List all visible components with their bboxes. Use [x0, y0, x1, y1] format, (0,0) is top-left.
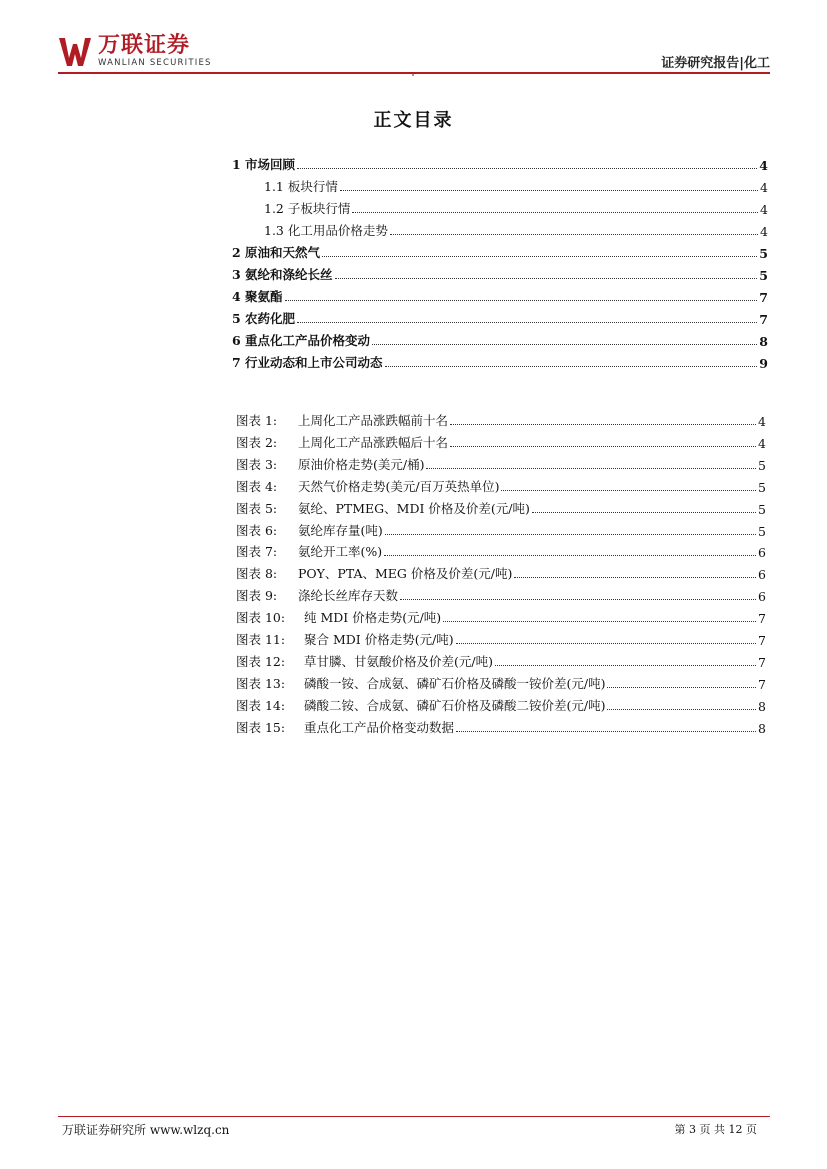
toc-entry[interactable]: [232, 331, 768, 349]
figure-title: 聚合 MDI 价格走势(元/吨): [304, 632, 454, 647]
figure-entry[interactable]: [236, 433, 766, 451]
toc-entry-label: 2 原油和天然气: [232, 245, 321, 260]
figure-leader-dots: [426, 468, 756, 469]
toc-leader-dots: [340, 190, 758, 191]
figure-page: 5: [758, 501, 766, 517]
figure-title: 纯 MDI 价格走势(元/吨): [304, 610, 442, 626]
toc-entry-page: 7: [759, 290, 768, 305]
toc-entry-page: 5: [759, 268, 768, 283]
toc-entry[interactable]: [232, 287, 768, 305]
figure-page: 7: [758, 654, 766, 670]
figure-page: 6: [758, 589, 766, 605]
figure-leader-dots: [607, 687, 756, 688]
figure-number: 图表 8:: [236, 566, 278, 582]
figure-title: 重点化工产品价格变动数据: [304, 719, 455, 735]
toc-leader-dots: [297, 322, 757, 323]
toc-leader-dots: [390, 234, 758, 235]
figure-entry[interactable]: [236, 411, 766, 429]
figure-title: 涤纶长丝库存天数: [298, 588, 399, 604]
figure-number: 图表 6:: [236, 522, 278, 538]
toc-entry[interactable]: [232, 155, 768, 173]
toc-leader-dots: [385, 366, 758, 367]
toc-entry-page: 4: [760, 202, 768, 217]
figure-leader-dots: [456, 643, 756, 644]
figure-leader-dots: [443, 621, 756, 622]
figure-entry[interactable]: [236, 455, 766, 473]
figure-leader-dots: [532, 512, 756, 513]
figure-entry[interactable]: [236, 499, 766, 517]
toc-entry-page: 5: [759, 246, 768, 261]
toc-entry-label: 1.2 子板块行情: [264, 201, 351, 216]
page-header: [58, 34, 770, 74]
header-divider: [58, 72, 770, 74]
figure-entry[interactable]: [236, 652, 766, 670]
footer-divider: [58, 1116, 770, 1117]
figure-entry[interactable]: [236, 521, 766, 539]
toc-entry-page: 4: [760, 180, 768, 195]
figure-title: 磷酸二铵、合成氨、磷矿石价格及磷酸二铵价差(元/吨): [304, 697, 606, 713]
toc-entry-label: 6 重点化工产品价格变动: [232, 333, 371, 348]
figure-entry[interactable]: [236, 477, 766, 495]
toc-entry[interactable]: [264, 177, 768, 195]
figure-page: 7: [758, 676, 766, 692]
figure-page: 5: [758, 523, 766, 539]
toc-leader-dots: [335, 278, 758, 279]
figure-title: 上周化工产品涨跌幅后十名: [298, 434, 449, 450]
figure-entry[interactable]: [236, 542, 766, 560]
figure-title: 氨纶、PTMEG、MDI 价格及价差(元/吨): [298, 500, 530, 516]
figure-number: 图表 2:: [236, 434, 278, 450]
toc-leader-dots: [285, 300, 758, 301]
toc-leader-dots: [322, 256, 757, 257]
figure-number: 图表 1:: [236, 413, 278, 428]
toc-entry-page: 4: [760, 224, 768, 239]
toc-entry-label: 1.1 板块行情: [264, 179, 338, 194]
figure-number: 图表 14:: [236, 697, 286, 713]
report-category: 证券研究报告|化工: [661, 56, 770, 71]
figure-entry[interactable]: [236, 586, 766, 604]
figure-entry[interactable]: [236, 718, 766, 736]
figure-leader-dots: [384, 555, 756, 556]
figure-title: 上周化工产品涨跌幅前十名: [298, 413, 449, 428]
figure-leader-dots: [514, 577, 756, 578]
toc-entry-page: 7: [759, 312, 768, 327]
figure-page: 8: [758, 720, 766, 736]
footer-page-number: 第 3 页 共 12 页: [674, 1123, 757, 1136]
figure-leader-dots: [400, 599, 756, 600]
toc-entry[interactable]: [232, 243, 768, 261]
figure-title: POY、PTA、MEG 价格及价差(元/吨): [298, 566, 513, 582]
wanlian-logo-icon: [58, 34, 92, 68]
toc-entry-label: 4 聚氨酯: [232, 289, 283, 304]
figure-leader-dots: [501, 490, 756, 491]
toc-entry[interactable]: [232, 353, 768, 371]
figure-entry[interactable]: [236, 630, 766, 648]
figure-page: 4: [758, 414, 766, 429]
figure-page: 7: [758, 633, 766, 648]
figure-title: 磷酸一铵、合成氨、磷矿石价格及磷酸一铵价差(元/吨): [304, 675, 606, 691]
toc-entry-label: 7 行业动态和上市公司动态: [232, 355, 383, 370]
figure-leader-dots: [385, 534, 756, 535]
figure-number: 图表 13:: [236, 675, 286, 691]
toc-entry[interactable]: [264, 199, 768, 217]
figure-page: 6: [758, 567, 766, 583]
figure-leader-dots: [450, 424, 756, 425]
figure-title: 原油价格走势(美元/桶): [298, 456, 425, 472]
figure-number: 图表 9:: [236, 588, 278, 604]
figure-number: 图表 10:: [236, 610, 286, 626]
figure-page: 4: [758, 435, 766, 451]
figure-number: 图表 5:: [236, 500, 278, 516]
toc-entry-page: 9: [759, 356, 768, 371]
figure-page: 8: [758, 698, 766, 714]
figure-number: 图表 4:: [236, 478, 278, 494]
figure-entry[interactable]: [236, 564, 766, 582]
toc-entry-page: 8: [759, 334, 768, 349]
figure-number: 图表 12:: [236, 653, 286, 669]
figure-entry[interactable]: [236, 608, 766, 626]
figure-leader-dots: [450, 446, 756, 447]
toc-entry[interactable]: [232, 265, 768, 283]
toc-entry-page: 4: [759, 158, 768, 173]
toc-title: 正文目录: [373, 110, 454, 131]
logo-cn-text: 万联证券: [98, 33, 191, 58]
toc-entry-label: 5 农药化肥: [232, 311, 296, 326]
figure-title: 氨纶开工率(%): [298, 544, 383, 560]
toc-leader-dots: [352, 212, 758, 213]
logo-en-text: WANLIAN SECURITIES: [98, 58, 212, 68]
figure-number: 图表 15:: [236, 719, 286, 735]
toc-entry-label: 3 氨纶和涤纶长丝: [232, 267, 333, 282]
toc-leader-dots: [372, 344, 757, 345]
figure-leader-dots: [495, 665, 756, 666]
toc-entry-label: 1 市场回顾: [232, 157, 296, 172]
toc-entry[interactable]: [232, 309, 768, 327]
figure-leader-dots: [607, 709, 756, 710]
figure-number: 图表 3:: [236, 456, 278, 472]
toc-entry[interactable]: [264, 221, 768, 239]
figure-number: 图表 11:: [236, 632, 286, 647]
company-logo: [58, 34, 212, 68]
figure-title: 氨纶库存量(吨): [298, 522, 383, 538]
figure-entry[interactable]: [236, 674, 766, 692]
figure-page: 6: [758, 545, 766, 561]
toc-leader-dots: [297, 168, 757, 169]
header-divider-mark: [412, 74, 414, 76]
figure-page: 7: [758, 611, 766, 627]
toc-entry-label: 1.3 化工用品价格走势: [264, 223, 388, 238]
figure-title: 草甘膦、甘氨酸价格及价差(元/吨): [304, 653, 493, 669]
figure-page: 5: [758, 479, 766, 495]
figure-page: 5: [758, 457, 766, 473]
figure-entry[interactable]: [236, 696, 766, 714]
figure-leader-dots: [456, 731, 756, 732]
footer-institute: 万联证券研究所 www.wlzq.cn: [62, 1123, 230, 1137]
figure-number: 图表 7:: [236, 544, 278, 560]
figure-title: 天然气价格走势(美元/百万英热单位): [298, 478, 500, 494]
